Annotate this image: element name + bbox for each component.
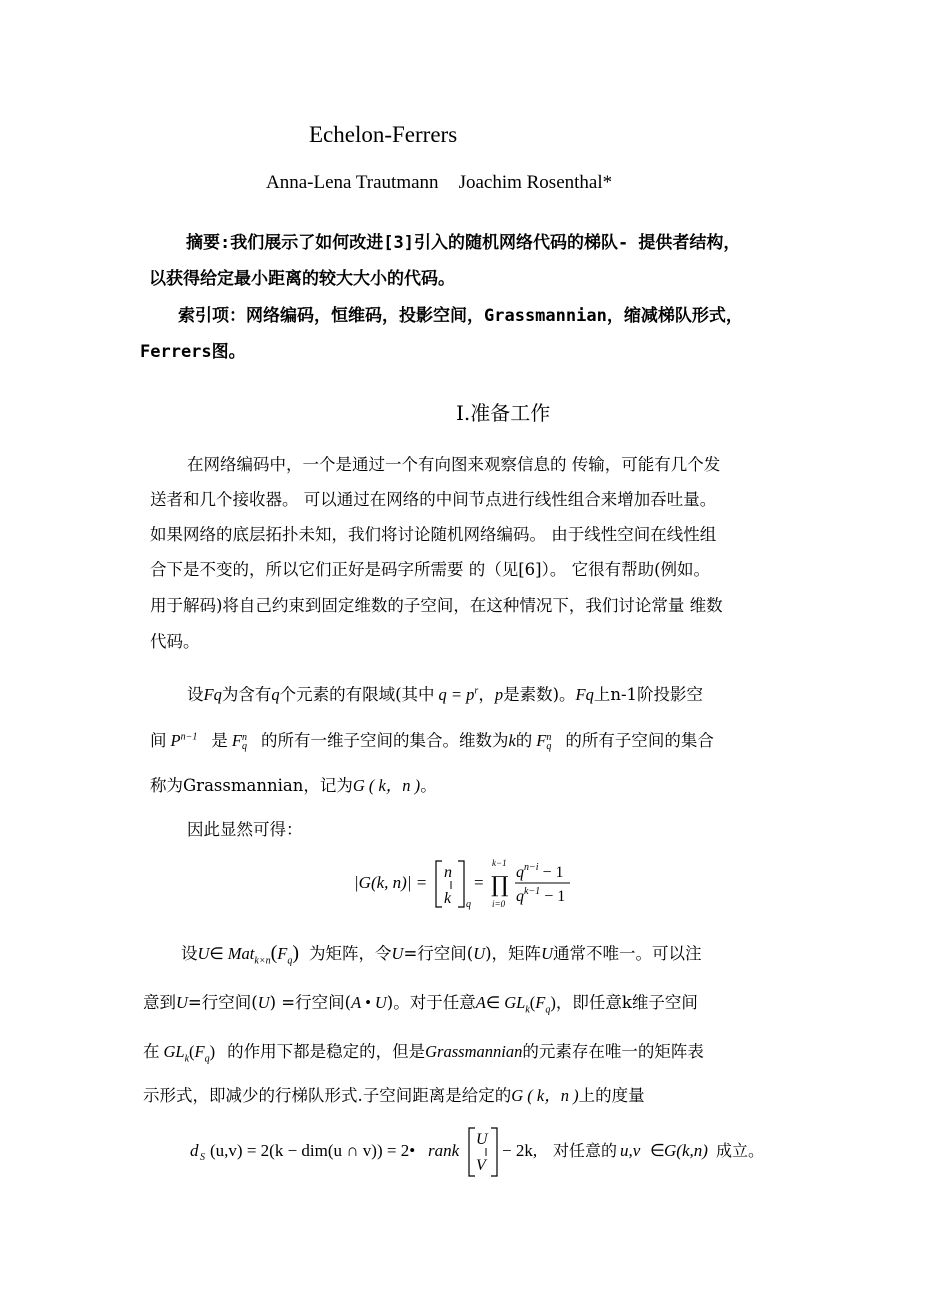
eq2-G: G(k,n): [664, 1141, 708, 1160]
eq2-uv: u,v: [620, 1141, 641, 1160]
eq2-minus-2k: − 2k,: [502, 1141, 538, 1160]
paragraph1-line-4: 合下是不变的，所以它们正好是码字所需要 的（见[6]）。 它很有帮助(例如。: [150, 560, 711, 579]
eq2-for-any: 对任意的: [553, 1141, 618, 1160]
index-terms-line-2: Ferrers图。: [140, 342, 246, 362]
eq2-main: (u,v) = 2(k − dim(u ∩ v)) = 2•: [210, 1141, 416, 1160]
author-list: [266, 172, 612, 194]
section-heading: I.准备工作: [456, 401, 551, 425]
eq1-lhs: |G(k, n)| =: [354, 873, 428, 892]
author-2: Joachim Rosenthal*: [458, 172, 613, 193]
eq1-k: k: [444, 890, 452, 907]
eq1-equals: =: [474, 873, 484, 892]
paragraph2-line-2: 间 $P^{n-1}$ 是 F n q 的所有一维子空间的集合。维数为k的 F n q 的所有子空间的集合: [150, 731, 714, 752]
paragraph4-line-4: 示形式，即减少的行梯队形式.子空间距离是给定的G ( k，n )上的度量: [143, 1086, 645, 1105]
paragraph1-line-3: 如果网络的底层拓扑未知，我们将讨论随机网络编码。 由于线性空间在线性组: [150, 525, 717, 544]
paper-title: Echelon-Ferrers: [309, 122, 458, 147]
eq1-right-bracket: [458, 861, 464, 907]
paragraph4-line-3: 在 $GL_k(F_q)$ 的作用下都是稳定的，但是Grassmannian的元素存在唯一的矩阵表: [143, 1042, 704, 1065]
eq1-product-symbol: ∏: [491, 873, 509, 898]
paragraph1-line-1: 在网络编码中，一个是通过一个有向图来观察信息的 传输，可能有几个发: [187, 455, 721, 474]
eq2-in: ∈: [650, 1141, 665, 1160]
equation-grassmannian-count: [350, 855, 590, 915]
eq2-V: V: [476, 1157, 486, 1174]
eq2-right-bracket: [491, 1128, 497, 1176]
eq1-denominator: $q^{k-1} - 1$: [516, 886, 566, 905]
eq1-numerator: $q^{n-i} - 1$: [516, 862, 564, 881]
index-terms-line-1: 索引项：网络编码，恒维码，投影空间，Grassmannian，缩减梯队形式，: [178, 306, 743, 326]
paragraph3: 因此显然可得：: [187, 820, 303, 839]
projective-space-symbol: P: [170, 731, 181, 750]
paragraph4-line-2: 意到U=行空间(U) =行空间(A • U)。对于任意A∈ $GL_k(F_q)$，即任意k维子空间: [143, 993, 698, 1016]
eq1-prod-top: k−1: [492, 858, 507, 868]
eq1-prod-bottom: i=0: [492, 899, 506, 909]
eq1-n: n: [444, 864, 452, 881]
paragraph1-line-2: 送者和几个接收器。 可以通过在网络的中间节点进行线性组合来增加吞吐量。: [150, 490, 717, 509]
paragraph1-line-5: 用于解码)将自己约束到固定维数的子空间，在这种情况下，我们讨论常量 维数: [150, 596, 723, 615]
eq2-U: U: [476, 1131, 488, 1148]
author-1: Anna-Lena Trautmann: [266, 172, 439, 193]
paragraph4-line-1: 设U∈ $Mat_{k\times n}(F_q)$ 为矩阵，令U=行空间(U)，矩阵U通常不唯一。可以注: [181, 942, 702, 967]
eq2-d: d: [190, 1141, 199, 1160]
abstract-line-2: 以获得给定最小距离的较大大小的代码。: [149, 269, 455, 289]
paragraph2-line-3: 称为Grassmannian，记为G ( k，n )。: [150, 776, 437, 795]
eq2-holds: 成立。: [716, 1141, 765, 1160]
eq1-left-bracket: [436, 861, 442, 907]
eq2-subscript-s: S: [200, 1152, 205, 1163]
abstract-line-1: 摘要:我们展示了如何改进[3]引入的随机网络代码的梯队- 提供者结构，: [186, 233, 741, 253]
field-symbol: Fq: [203, 685, 222, 704]
paragraph2-line-1: 设Fq为含有q个元素的有限域(其中 $q = p^r$，p是素数)。Fq上n-1阶投影空: [187, 685, 704, 704]
paragraph1-line-6: 代码。: [150, 632, 200, 651]
equation-subspace-distance: [186, 1124, 786, 1180]
eq2-left-bracket: [469, 1128, 475, 1176]
eq1-q: q: [466, 899, 471, 910]
eq2-rank: rank: [428, 1141, 460, 1160]
